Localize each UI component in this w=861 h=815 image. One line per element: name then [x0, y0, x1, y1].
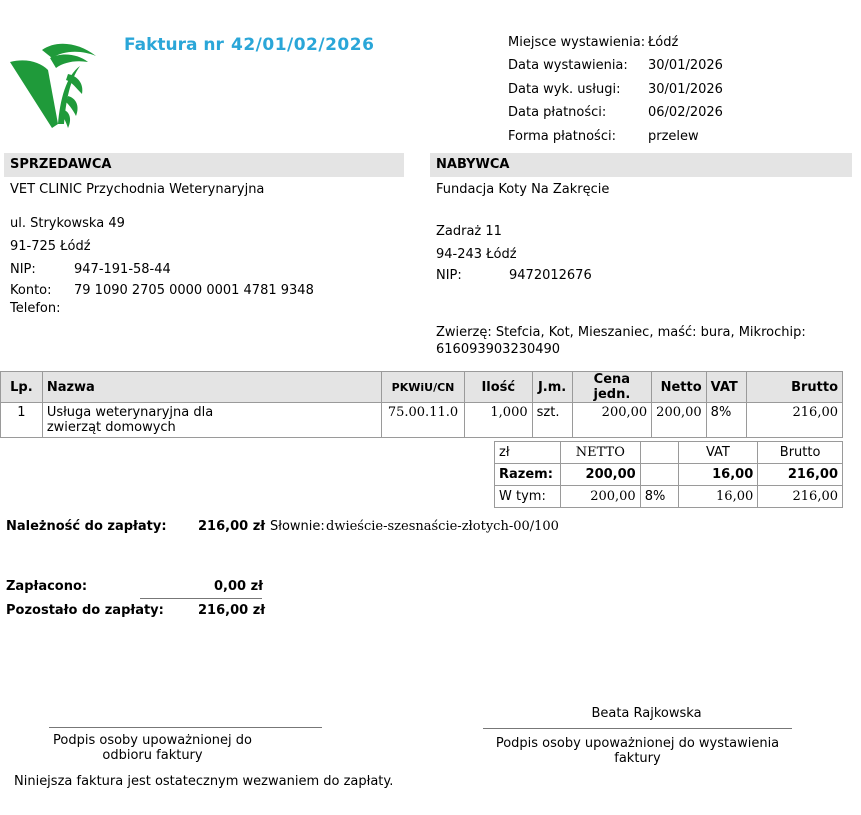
issuer-caption-line2: faktury [614, 751, 661, 766]
totals-incl-row [495, 486, 843, 508]
buyer-animal-line1: Zwierzę: Stefcia, Kot, Mieszaniec, maść: bura, Mikrochip: [436, 325, 806, 340]
item-pkwiu: 75.00.11.0 [382, 403, 465, 438]
totals-sum-brutto: 216,00 [758, 464, 843, 486]
item-netto: 200,00 [652, 403, 707, 438]
item-name [42, 403, 381, 438]
item-unit: szt. [532, 403, 572, 438]
buyer-street: Zadraż 11 [436, 224, 502, 239]
receiver-caption-line2: odbioru faktury [102, 748, 203, 763]
meta-payment-date-value: 06/02/2026 [648, 105, 723, 120]
meta-service-date-value: 30/01/2026 [648, 82, 723, 97]
seller-city: 91-725 Łódź [10, 239, 91, 254]
item-brutto: 216,00 [746, 403, 842, 438]
col-brutto-header: Brutto [746, 372, 842, 403]
seller-name: VET CLINIC Przychodnia Weterynaryjna [10, 182, 265, 197]
item-vat: 8% [706, 403, 746, 438]
paid-label: Zapłacono: [6, 579, 88, 594]
totals-sum-label: Razem: [495, 464, 561, 486]
issuer-name: Beata Rajkowska [591, 706, 702, 721]
meta-issue-date-label: Data wystawienia: [508, 58, 628, 73]
item-name-line2: zwierząt domowych [46, 420, 176, 435]
invoice-number: 42/01/02/2026 [231, 35, 375, 55]
col-qty-header: Ilość [464, 372, 532, 403]
totals-sum-empty [640, 464, 678, 486]
amount-due-value: 216,00 zł [198, 519, 266, 534]
amount-words-value: dwieście-szesnaście-złotych-00/100 [326, 519, 559, 534]
items-header-row [1, 372, 843, 403]
totals-header-row [495, 442, 843, 464]
totals-incl-rate: 8% [640, 486, 678, 508]
amount-due-label: Należność do zapłaty: [6, 519, 167, 534]
totals-table [494, 441, 843, 508]
issuer-caption-line1: Podpis osoby upoważnionej do wystawienia [495, 736, 780, 751]
paid-divider [140, 598, 262, 599]
col-lp-header: Lp. [1, 372, 43, 403]
col-unit-header: J.m. [532, 372, 572, 403]
totals-incl-netto: 200,00 [560, 486, 640, 508]
footer-note: Niniejsza faktura jest ostatecznym wezwaniem do zapłaty. [14, 774, 394, 789]
totals-incl-label: W tym: [495, 486, 561, 508]
totals-empty-cell [640, 442, 678, 464]
clinic-logo-icon [6, 40, 102, 130]
totals-vat-header: VAT [678, 442, 758, 464]
totals-sum-vat: 16,00 [678, 464, 758, 486]
totals-incl-brutto: 216,00 [758, 486, 843, 508]
seller-account: 79 1090 2705 0000 0001 4781 9348 [74, 283, 314, 298]
paid-value: 0,00 zł [214, 579, 263, 594]
meta-place-value: Łódź [648, 35, 679, 50]
totals-brutto-header: Brutto [758, 442, 843, 464]
col-pkwiu-header: PKWiU/CN [382, 372, 465, 403]
buyer-header: NABYWCA [430, 153, 852, 177]
seller-street: ul. Strykowska 49 [10, 216, 125, 231]
col-netto-header: Netto [652, 372, 707, 403]
buyer-nip-label: NIP: [436, 268, 462, 283]
invoice-title-label: Faktura nr [124, 35, 224, 55]
seller-account-label: Konto: [10, 283, 52, 298]
item-name-line1: Usługa weterynaryjna dla [46, 405, 214, 420]
totals-sum-row [495, 464, 843, 486]
col-unit-price-header: Cena jedn. [572, 372, 652, 403]
receiver-caption-line1: Podpis osoby upoważnionej do [53, 733, 252, 748]
meta-issue-date-value: 30/01/2026 [648, 58, 723, 73]
item-unit-price: 200,00 [572, 403, 652, 438]
buyer-nip: 9472012676 [509, 268, 592, 283]
meta-service-date-label: Data wyk. usługi: [508, 82, 621, 97]
totals-incl-vat: 16,00 [678, 486, 758, 508]
item-lp: 1 [1, 403, 43, 438]
meta-payment-date-label: Data płatności: [508, 105, 607, 120]
buyer-name: Fundacja Koty Na Zakręcie [436, 182, 610, 197]
seller-header: SPRZEDAWCA [4, 153, 404, 177]
col-vat-header: VAT [706, 372, 746, 403]
table-row [1, 403, 843, 438]
seller-nip: 947-191-58-44 [74, 262, 171, 277]
amount-words-label: Słownie: [270, 519, 325, 534]
seller-phone-label: Telefon: [10, 301, 61, 316]
totals-netto-header: NETTO [560, 442, 640, 464]
receiver-signature-line [49, 727, 322, 728]
seller-nip-label: NIP: [10, 262, 36, 277]
issuer-signature-line [483, 728, 792, 729]
remaining-label: Pozostało do zapłaty: [6, 603, 164, 618]
totals-sum-netto: 200,00 [560, 464, 640, 486]
col-name-header: Nazwa [42, 372, 381, 403]
totals-currency: zł [495, 442, 561, 464]
item-qty: 1,000 [464, 403, 532, 438]
meta-payment-method-label: Forma płatności: [508, 129, 616, 144]
meta-place-label: Miejsce wystawienia: [508, 35, 646, 50]
remaining-value: 216,00 zł [198, 603, 266, 618]
buyer-city: 94-243 Łódź [436, 247, 517, 262]
items-table [0, 371, 843, 438]
buyer-animal-line2: 616093903230490 [436, 342, 561, 357]
meta-payment-method-value: przelew [648, 129, 699, 144]
